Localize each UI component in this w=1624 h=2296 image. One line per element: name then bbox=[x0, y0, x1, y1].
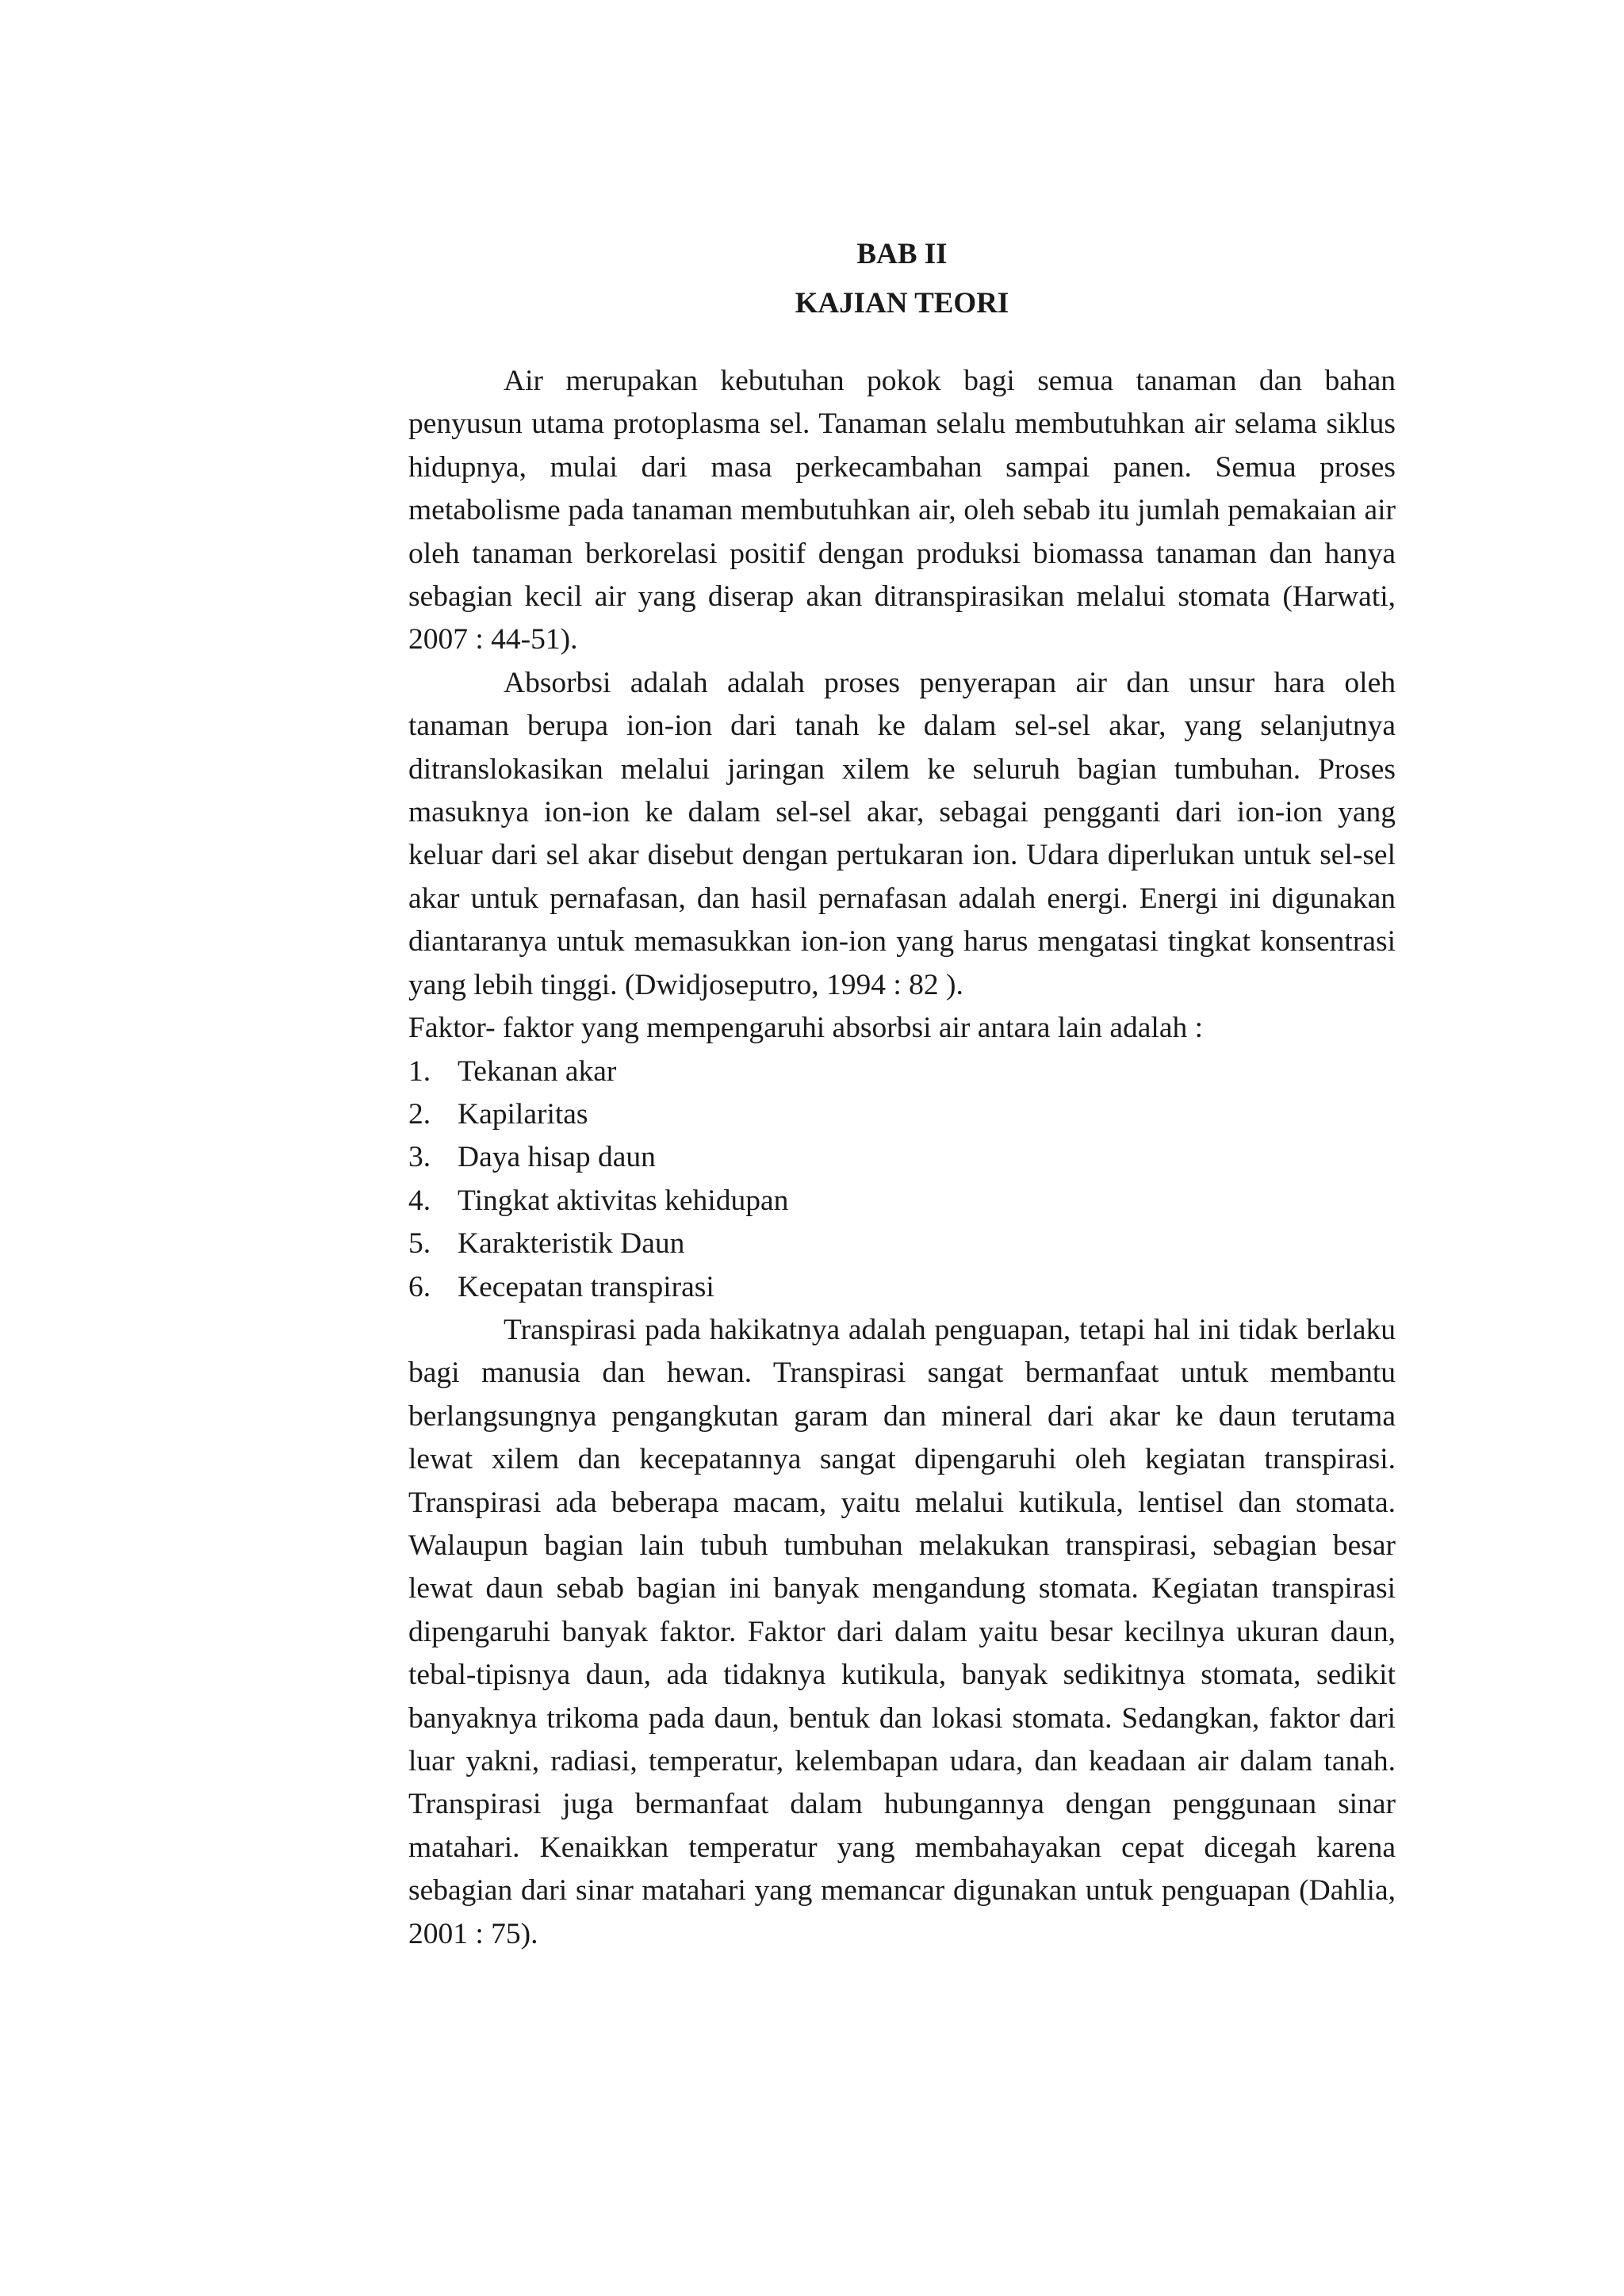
paragraph-transpirasi: Transpirasi pada hakikatnya adalah penguapan, tetapi hal ini tidak berlaku bagi manusia dan hewan. Transpirasi sangat bermanfaat untuk membantu berlangsungnya pengangkutan garam dan mineral dari akar ke daun terutama lewat xilem dan kecepatannya sangat dipengaruhi oleh kegiatan transpirasi. Transpirasi ada beberapa macam, yaitu melalui kutikula, lentisel dan stomata. Walaupun bagian lain tubuh tumbuhan melakukan transpirasi, sebagian besar lewat daun sebab bagian ini banyak mengandung stomata. Kegiatan transpirasi dipengaruhi banyak faktor. Faktor dari dalam yaitu besar kecilnya ukuran daun, tebal-tipisnya daun, ada tidaknya kutikula, banyak sedikitnya stomata, sedikit banyaknya trikoma pada daun, bentuk dan lokasi stomata. Sedangkan, faktor dari luar yakni, radiasi, temperatur, kelembapan udara, dan keadaan air dalam tanah. Transpirasi juga bermanfaat dalam hubungannya dengan penggunaan sinar matahari. Kenaikkan temperatur yang membahayakan cepat dicegah karena sebagian dari sinar matahari yang memancar digunakan untuk penguapan (Dahlia, 2001 : 75). bbox=[408, 1313, 1396, 1950]
chapter-heading bbox=[408, 230, 1396, 328]
list-text: Kecepatan transpirasi bbox=[458, 1270, 714, 1303]
list-item bbox=[408, 1180, 1396, 1223]
list-number: 3. bbox=[408, 1141, 431, 1174]
paragraph-absorbsi: Absorbsi adalah adalah proses penyerapan air dan unsur hara oleh tanaman berupa ion-ion dari tanah ke dalam sel-sel akar, yang selanjutnya ditranslokasikan melalui jaringan xilem ke seluruh bagian tumbuhan. Proses masuknya ion-ion ke dalam sel-sel akar, sebagai pengganti dari ion-ion yang keluar dari sel akar disebut dengan pertukaran ion. Udara diperlukan untuk sel-sel akar untuk pernafasan, dan hasil pernafasan adalah energi. Energi ini digunakan diantaranya untuk memasukkan ion-ion yang harus mengatasi tingkat konsentrasi yang lebih tinggi. (Dwidjoseputro, 1994 : 82 ). bbox=[408, 666, 1396, 1001]
list-item bbox=[408, 1093, 1396, 1136]
factor-list bbox=[408, 1050, 1396, 1309]
paragraph-air: Air merupakan kebutuhan pokok bagi semua tanaman dan bahan penyusun utama protoplasma sel. Tanaman selalu membutuhkan air selama siklus hidupnya, mulai dari masa perkecambahan sampai panen. Semua proses metabolisme pada tanaman membutuhkan air, oleh sebab itu jumlah pemakaian air oleh tanaman berkorelasi positif dengan produksi biomassa tanaman dan hanya sebagian kecil air yang diserap akan ditranspirasikan melalui stomata (Harwati, 2007 : 44-51). bbox=[408, 365, 1396, 656]
list-text: Daya hisap daun bbox=[458, 1141, 656, 1174]
chapter-title: KAJIAN TEORI bbox=[795, 287, 1009, 320]
list-item bbox=[408, 1136, 1396, 1179]
chapter-number: BAB II bbox=[856, 238, 948, 270]
list-number: 1. bbox=[408, 1054, 431, 1088]
list-number: 2. bbox=[408, 1097, 431, 1131]
list-number: 4. bbox=[408, 1184, 431, 1217]
document-page bbox=[408, 230, 1396, 1956]
list-text: Karakteristik Daun bbox=[458, 1227, 685, 1261]
list-item bbox=[408, 1050, 1396, 1093]
list-number: 5. bbox=[408, 1227, 431, 1261]
list-text: Tingkat aktivitas kehidupan bbox=[458, 1184, 789, 1217]
list-text: Kapilaritas bbox=[458, 1097, 588, 1131]
paragraph-faktor-intro: Faktor- faktor yang mempengaruhi absorbsi air antara lain adalah : bbox=[408, 1012, 1204, 1045]
list-text: Tekanan akar bbox=[458, 1054, 617, 1088]
list-item bbox=[408, 1223, 1396, 1265]
list-number: 6. bbox=[408, 1270, 431, 1303]
list-item bbox=[408, 1266, 1396, 1309]
